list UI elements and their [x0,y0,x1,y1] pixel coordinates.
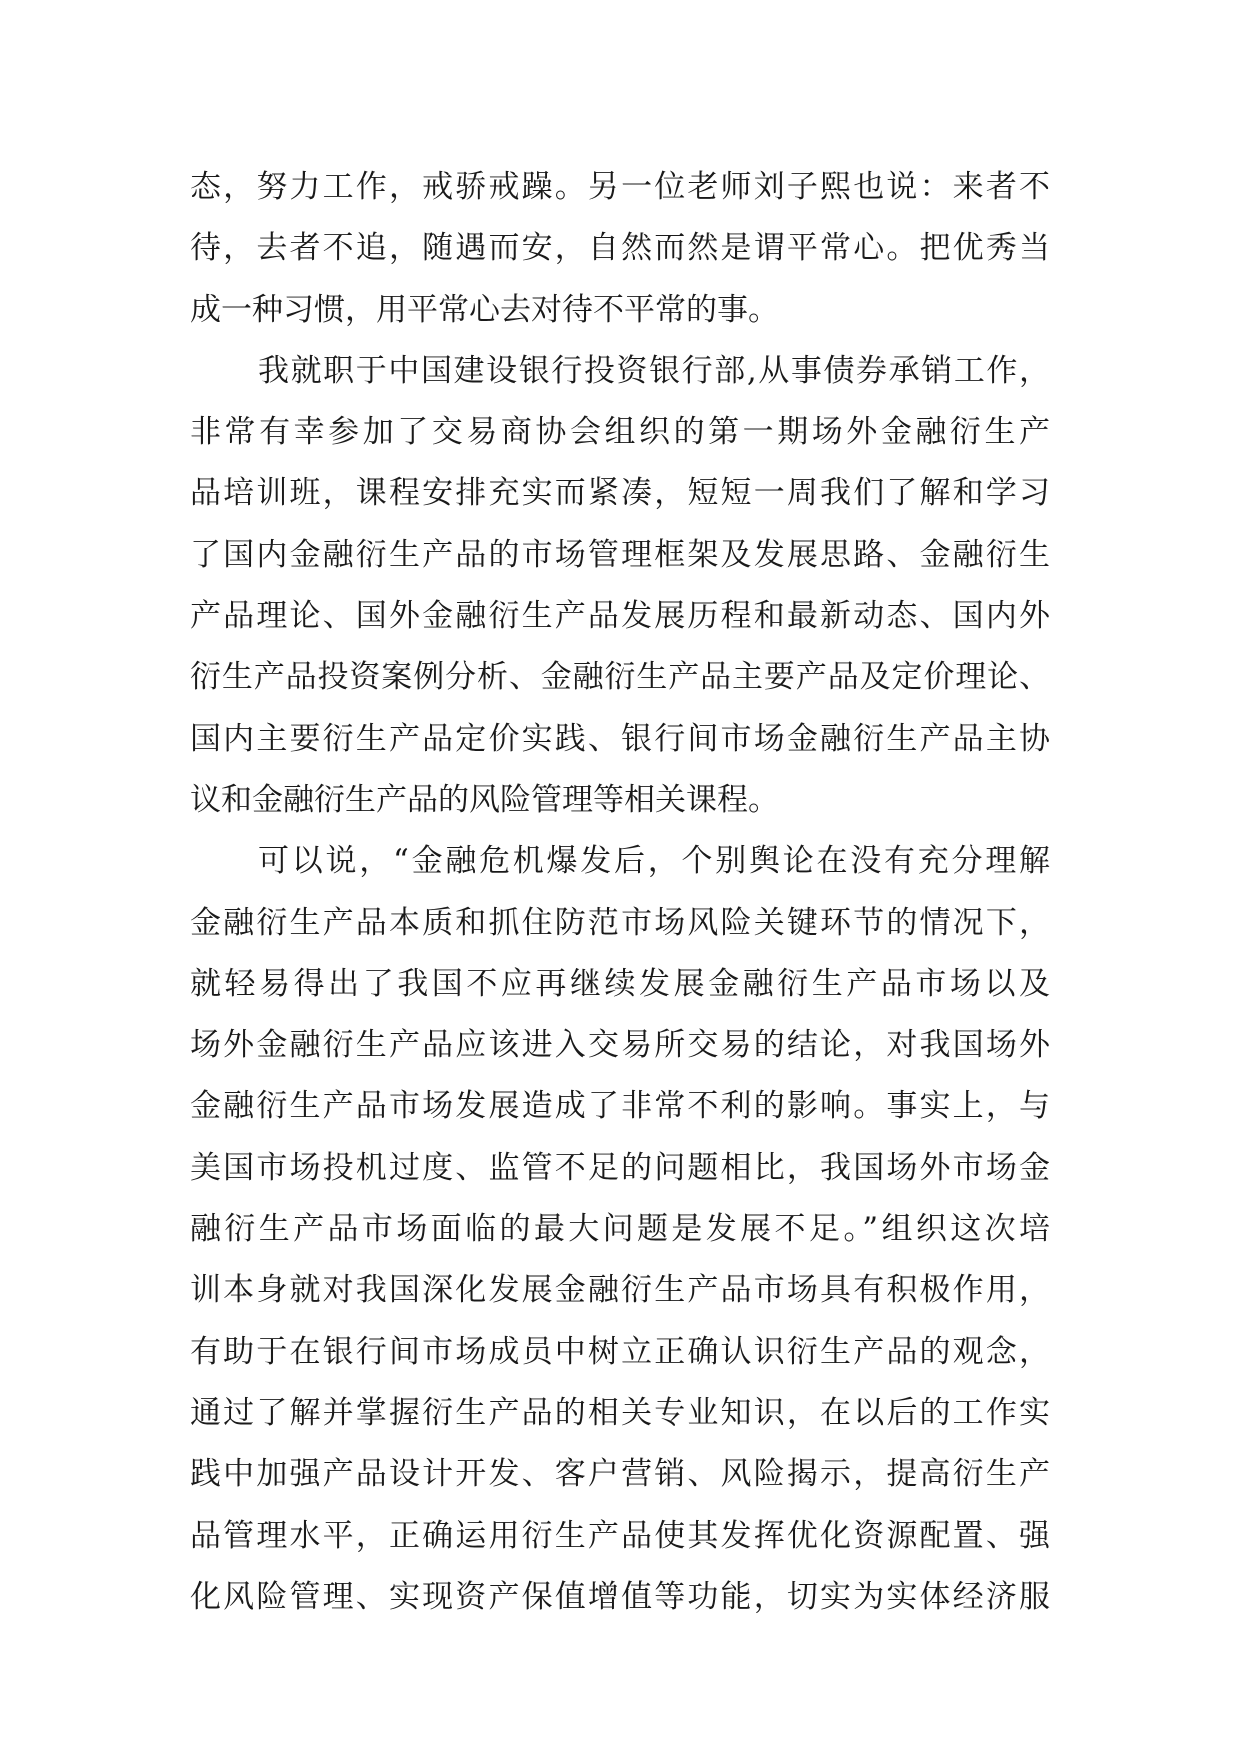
text-line: 有助于在银行间市场成员中树立正确认识衍生产品的观念， [190,1333,1050,1370]
text-line: 训本身就对我国深化发展金融衍生产品市场具有积极作用， [190,1272,1050,1309]
text-line: 场外金融衍生产品应该进入交易所交易的结论，对我国场外 [190,1027,1050,1064]
text-line: 态，努力工作，戒骄戒躁。另一位老师刘子熙也说：来者不 [190,169,1050,205]
body-text [190,157,1050,1628]
text-line: 议和金融衍生产品的风险管理等相关课程。 [190,781,779,818]
text-line: 我就职于中国建设银行投资银行部,从事债券承销工作， [258,352,1050,389]
text-line: 非常有幸参加了交易商协会组织的第一期场外金融衍生产 [190,414,1050,451]
text-line: 待，去者不追，随遇而安，自然而然是谓平常心。把优秀当 [190,230,1050,267]
text-line: 可以说，“金融危机爆发后，个别舆论在没有充分理解 [258,843,1050,880]
text-line: 融衍生产品市场面临的最大问题是发展不足。”组织这次培 [190,1211,1050,1248]
text-line: 产品理论、国外金融衍生产品发展历程和最新动态、国内外 [190,598,1050,635]
text-line: 金融衍生产品市场发展造成了非常不利的影响。事实上，与 [190,1088,1050,1125]
text-line: 践中加强产品设计开发、客户营销、风险揭示，提高衍生产 [190,1456,1050,1493]
text-line: 美国市场投机过度、监管不足的问题相比，我国场外市场金 [190,1149,1050,1186]
text-line: 衍生产品投资案例分析、金融衍生产品主要产品及定价理论、 [190,659,1050,696]
text-line: 了国内金融衍生产品的市场管理框架及发展思路、金融衍生 [190,536,1050,573]
text-line: 品培训班，课程安排充实而紧凑，短短一周我们了解和学习 [190,475,1050,512]
text-line: 国内主要衍生产品定价实践、银行间市场金融衍生产品主协 [190,720,1050,757]
text-line: 品管理水平，正确运用衍生产品使其发挥优化资源配置、强 [190,1517,1050,1554]
text-line: 金融衍生产品本质和抓住防范市场风险关键环节的情况下， [190,904,1050,941]
text-line: 通过了解并掌握衍生产品的相关专业知识，在以后的工作实 [190,1394,1050,1431]
text-line: 就轻易得出了我国不应再继续发展金融衍生产品市场以及 [190,965,1050,1002]
text-line: 化风险管理、实现资产保值增值等功能，切实为实体经济服 [190,1578,1050,1615]
text-line: 成一种习惯，用平常心去对待不平常的事。 [190,291,779,328]
